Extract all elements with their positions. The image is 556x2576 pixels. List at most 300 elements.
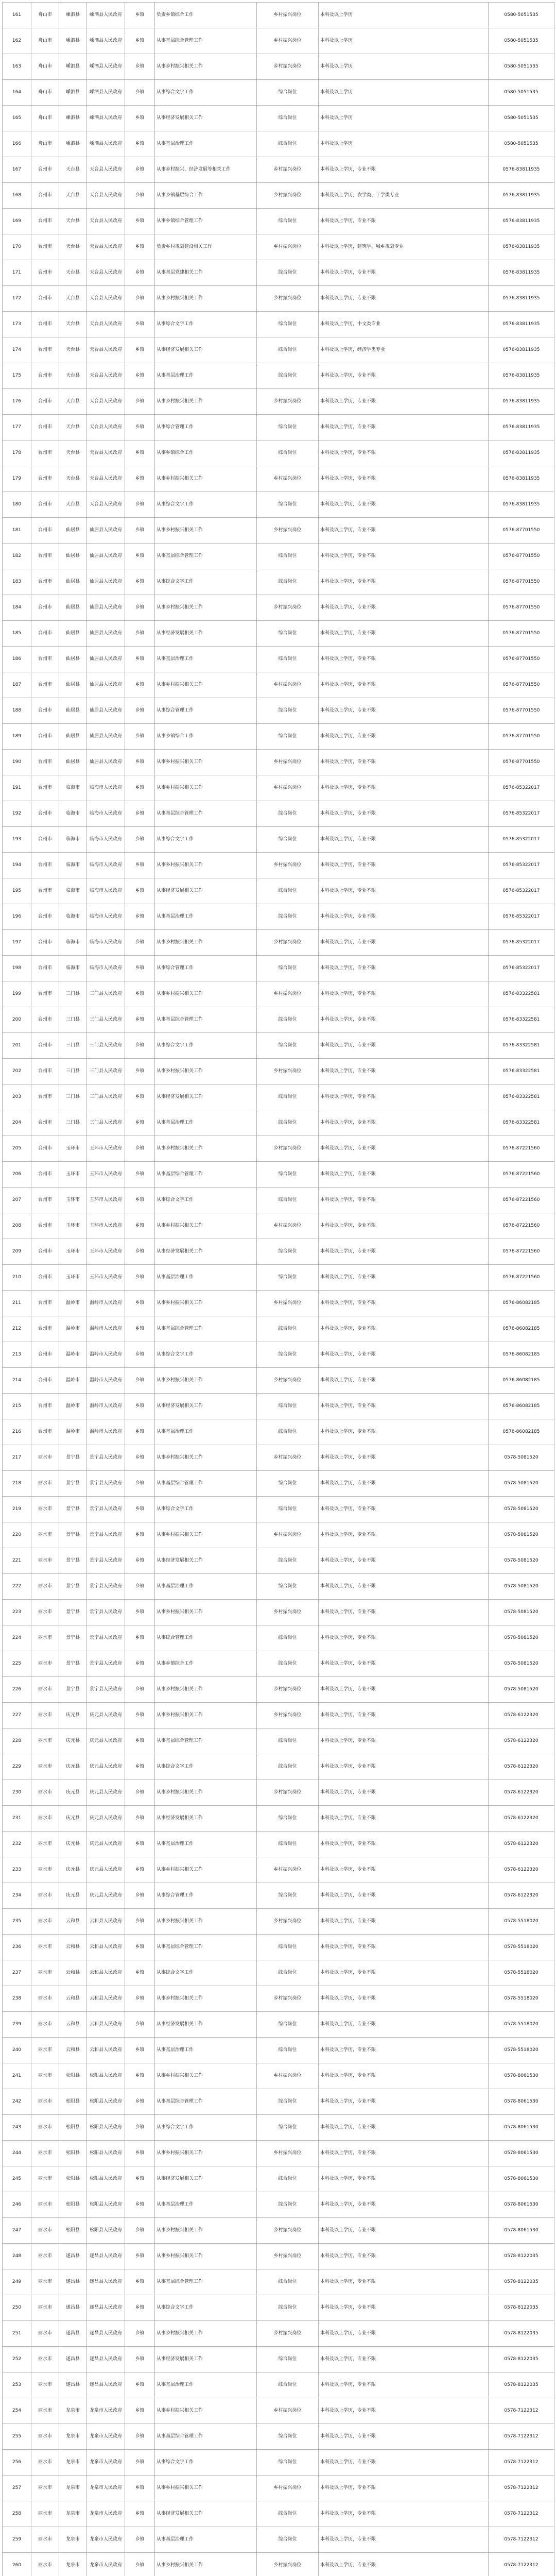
unit-cell: 天台县人民政府 (87, 260, 125, 286)
unit-type-cell: 乡镇 (125, 1909, 155, 1935)
unit-cell: 三门县人民政府 (87, 1033, 125, 1059)
unit-cell: 临海市人民政府 (87, 775, 125, 801)
table-row (3, 1291, 554, 1316)
unit-cell: 遂昌县人民政府 (87, 2372, 125, 2398)
row-number-cell: 194 (3, 853, 31, 878)
post-type-cell: 综合岗位 (257, 1806, 319, 1832)
row-number-cell: 197 (3, 930, 31, 956)
phone-cell: 0578-6122320 (489, 1754, 554, 1780)
unit-type-cell: 乡镇 (125, 2527, 155, 2553)
county-cell: 临海市 (59, 930, 87, 956)
unit-type-cell: 乡镇 (125, 286, 155, 312)
unit-cell: 温岭市人民政府 (87, 1291, 125, 1316)
city-cell: 台州市 (31, 801, 59, 827)
county-cell: 天台县 (59, 312, 87, 337)
post-type-cell: 乡村振兴岗位 (257, 28, 319, 54)
post-type-cell: 综合岗位 (257, 2527, 319, 2553)
table-row (3, 1832, 554, 1857)
phone-cell: 0578-5081520 (489, 1600, 554, 1625)
county-cell: 景宁县 (59, 1651, 87, 1677)
post-type-cell: 乡村振兴岗位 (257, 3, 319, 28)
requirement-cell: 本科及以上学历，专业不限 (319, 1007, 489, 1033)
row-number-cell: 186 (3, 647, 31, 672)
unit-type-cell: 乡镇 (125, 544, 155, 569)
city-cell: 台州市 (31, 363, 59, 389)
unit-type-cell: 乡镇 (125, 2012, 155, 2038)
table-row (3, 544, 554, 569)
table-row (3, 80, 554, 106)
post-type-cell: 乡村振兴岗位 (257, 1857, 319, 1883)
city-cell: 台州市 (31, 1162, 59, 1188)
city-cell: 台州市 (31, 183, 59, 209)
table-row (3, 827, 554, 853)
unit-cell: 遂昌县人民政府 (87, 2321, 125, 2347)
row-number-cell: 214 (3, 1368, 31, 1394)
city-cell: 丽水市 (31, 2424, 59, 2450)
table-row (3, 440, 554, 466)
phone-cell: 0578-5081520 (489, 1522, 554, 1548)
requirement-cell: 本科及以上学历，专业不限 (319, 1342, 489, 1368)
city-cell: 台州市 (31, 286, 59, 312)
county-cell: 玉环市 (59, 1213, 87, 1239)
phone-cell: 0576-83322581 (489, 981, 554, 1007)
phone-cell: 0576-87701550 (489, 595, 554, 621)
duty-cell: 从事乡村振兴相关工作 (155, 930, 257, 956)
city-cell: 台州市 (31, 544, 59, 569)
phone-cell: 0578-8061530 (489, 2218, 554, 2244)
unit-type-cell: 乡镇 (125, 1677, 155, 1703)
phone-cell: 0576-83322581 (489, 1059, 554, 1084)
county-cell: 仙居县 (59, 544, 87, 569)
duty-cell: 从事综合文字工作 (155, 2295, 257, 2321)
unit-type-cell: 乡镇 (125, 1497, 155, 1522)
post-type-cell: 综合岗位 (257, 1883, 319, 1909)
row-number-cell: 259 (3, 2527, 31, 2553)
county-cell: 玉环市 (59, 1265, 87, 1291)
unit-type-cell: 乡镇 (125, 750, 155, 775)
table-row (3, 1162, 554, 1188)
duty-cell: 从事经济发展相关工作 (155, 1239, 257, 1265)
unit-cell: 三门县人民政府 (87, 981, 125, 1007)
city-cell: 舟山市 (31, 54, 59, 80)
post-type-cell: 综合岗位 (257, 2269, 319, 2295)
city-cell: 丽水市 (31, 1625, 59, 1651)
row-number-cell: 255 (3, 2424, 31, 2450)
row-number-cell: 168 (3, 183, 31, 209)
unit-type-cell: 乡镇 (125, 981, 155, 1007)
city-cell: 舟山市 (31, 131, 59, 157)
post-type-cell: 综合岗位 (257, 698, 319, 724)
post-type-cell: 综合岗位 (257, 2089, 319, 2115)
duty-cell: 从事经济发展相关工作 (155, 1548, 257, 1574)
duty-cell: 从事经济发展相关工作 (155, 2012, 257, 2038)
requirement-cell: 本科及以上学历，专业不限 (319, 363, 489, 389)
row-number-cell: 189 (3, 724, 31, 750)
city-cell: 台州市 (31, 492, 59, 518)
table-row (3, 1754, 554, 1780)
table-row (3, 1471, 554, 1497)
duty-cell: 从事基层综合管理工作 (155, 1471, 257, 1497)
phone-cell: 0578-5081520 (489, 1677, 554, 1703)
phone-cell: 0576-85322017 (489, 801, 554, 827)
post-type-cell: 乡村振兴岗位 (257, 1059, 319, 1084)
unit-cell: 遂昌县人民政府 (87, 2269, 125, 2295)
phone-cell: 0576-85322017 (489, 930, 554, 956)
county-cell: 嵊泗县 (59, 54, 87, 80)
city-cell: 台州市 (31, 389, 59, 415)
city-cell: 丽水市 (31, 1522, 59, 1548)
city-cell: 台州市 (31, 209, 59, 234)
row-number-cell: 237 (3, 1960, 31, 1986)
duty-cell: 从事乡村振兴相关工作 (155, 54, 257, 80)
unit-type-cell: 乡镇 (125, 1419, 155, 1445)
unit-cell: 庆元县人民政府 (87, 1703, 125, 1728)
post-type-cell: 综合岗位 (257, 1265, 319, 1291)
city-cell: 台州市 (31, 1110, 59, 1136)
table-row (3, 569, 554, 595)
requirement-cell: 本科及以上学历，专业不限 (319, 415, 489, 440)
post-type-cell: 综合岗位 (257, 337, 319, 363)
requirement-cell: 本科及以上学历，专业不限 (319, 647, 489, 672)
row-number-cell: 201 (3, 1033, 31, 1059)
post-type-cell: 综合岗位 (257, 1394, 319, 1419)
phone-cell: 0576-87221560 (489, 1188, 554, 1213)
post-type-cell: 综合岗位 (257, 2424, 319, 2450)
unit-type-cell: 乡镇 (125, 1265, 155, 1291)
table-row (3, 518, 554, 544)
city-cell: 丽水市 (31, 2089, 59, 2115)
unit-cell: 仙居县人民政府 (87, 724, 125, 750)
table-row (3, 1960, 554, 1986)
requirement-cell: 本科及以上学历，专业不限 (319, 544, 489, 569)
post-type-cell: 乡村振兴岗位 (257, 389, 319, 415)
county-cell: 温岭市 (59, 1316, 87, 1342)
post-type-cell: 乡村振兴岗位 (257, 2553, 319, 2576)
duty-cell: 从事基层治理工作 (155, 1419, 257, 1445)
row-number-cell: 171 (3, 260, 31, 286)
requirement-cell: 本科及以上学历，专业不限 (319, 2012, 489, 2038)
row-number-cell: 204 (3, 1110, 31, 1136)
county-cell: 遂昌县 (59, 2321, 87, 2347)
duty-cell: 从事基层治理工作 (155, 363, 257, 389)
post-type-cell: 乡村振兴岗位 (257, 1780, 319, 1806)
post-type-cell: 乡村振兴岗位 (257, 1136, 319, 1162)
city-cell: 台州市 (31, 1213, 59, 1239)
row-number-cell: 218 (3, 1471, 31, 1497)
row-number-cell: 232 (3, 1832, 31, 1857)
phone-cell: 0578-5518020 (489, 1935, 554, 1960)
duty-cell: 从事基层治理工作 (155, 904, 257, 930)
unit-type-cell: 乡镇 (125, 595, 155, 621)
unit-type-cell: 乡镇 (125, 54, 155, 80)
city-cell: 丽水市 (31, 1857, 59, 1883)
unit-cell: 天台县人民政府 (87, 389, 125, 415)
post-type-cell: 综合岗位 (257, 827, 319, 853)
phone-cell: 0578-7122312 (489, 2527, 554, 2553)
row-number-cell: 175 (3, 363, 31, 389)
duty-cell: 从事基层党建相关工作 (155, 260, 257, 286)
requirement-cell: 本科及以上学历，专业不限 (319, 724, 489, 750)
requirement-cell: 本科及以上学历，专业不限 (319, 440, 489, 466)
row-number-cell: 252 (3, 2347, 31, 2372)
unit-cell: 仙居县人民政府 (87, 672, 125, 698)
phone-cell: 0578-8122035 (489, 2347, 554, 2372)
city-cell: 台州市 (31, 595, 59, 621)
row-number-cell: 184 (3, 595, 31, 621)
requirement-cell: 本科及以上学历，专业不限 (319, 1625, 489, 1651)
county-cell: 天台县 (59, 260, 87, 286)
post-type-cell: 乡村振兴岗位 (257, 1909, 319, 1935)
row-number-cell: 161 (3, 3, 31, 28)
post-type-cell: 乡村振兴岗位 (257, 1213, 319, 1239)
duty-cell: 从事经济发展相关工作 (155, 1084, 257, 1110)
phone-cell: 0578-8122035 (489, 2295, 554, 2321)
county-cell: 龙泉市 (59, 2501, 87, 2527)
unit-type-cell: 乡镇 (125, 157, 155, 183)
requirement-cell: 本科及以上学历，专业不限 (319, 1832, 489, 1857)
table-row (3, 2166, 554, 2192)
requirement-cell: 本科及以上学历，专业不限 (319, 904, 489, 930)
unit-cell: 三门县人民政府 (87, 1007, 125, 1033)
city-cell: 舟山市 (31, 28, 59, 54)
table-row (3, 1883, 554, 1909)
row-number-cell: 162 (3, 28, 31, 54)
county-cell: 天台县 (59, 157, 87, 183)
requirement-cell: 本科及以上学历，专业不限 (319, 2244, 489, 2269)
requirement-cell: 本科及以上学历，专业不限 (319, 1780, 489, 1806)
duty-cell: 从事基层综合管理工作 (155, 1935, 257, 1960)
requirement-cell: 本科及以上学历，中文类专业 (319, 312, 489, 337)
requirement-cell: 本科及以上学历，专业不限 (319, 2269, 489, 2295)
phone-cell: 0578-5081520 (489, 1625, 554, 1651)
county-cell: 温岭市 (59, 1368, 87, 1394)
post-type-cell: 乡村振兴岗位 (257, 672, 319, 698)
requirement-cell: 本科及以上学历，专业不限 (319, 1110, 489, 1136)
requirement-cell: 本科及以上学历，专业不限 (319, 1059, 489, 1084)
county-cell: 遂昌县 (59, 2269, 87, 2295)
phone-cell: 0576-85322017 (489, 878, 554, 904)
city-cell: 丽水市 (31, 2347, 59, 2372)
requirement-cell: 本科及以上学历，专业不限 (319, 2553, 489, 2576)
post-type-cell: 综合岗位 (257, 415, 319, 440)
row-number-cell: 241 (3, 2063, 31, 2089)
phone-cell: 0576-83811935 (489, 209, 554, 234)
phone-cell: 0578-7122312 (489, 2398, 554, 2424)
phone-cell: 0578-8061530 (489, 2192, 554, 2218)
table-row (3, 183, 554, 209)
city-cell: 丽水市 (31, 1960, 59, 1986)
table-row (3, 2398, 554, 2424)
phone-cell: 0576-86082185 (489, 1342, 554, 1368)
unit-cell: 遂昌县人民政府 (87, 2347, 125, 2372)
duty-cell: 从事综合管理工作 (155, 698, 257, 724)
city-cell: 丽水市 (31, 1806, 59, 1832)
county-cell: 遂昌县 (59, 2347, 87, 2372)
city-cell: 台州市 (31, 621, 59, 647)
city-cell: 丽水市 (31, 1883, 59, 1909)
duty-cell: 从事基层治理工作 (155, 2038, 257, 2063)
post-type-cell: 乡村振兴岗位 (257, 2476, 319, 2501)
post-type-cell: 综合岗位 (257, 1110, 319, 1136)
table-row (3, 1342, 554, 1368)
county-cell: 温岭市 (59, 1419, 87, 1445)
county-cell: 庆元县 (59, 1754, 87, 1780)
unit-type-cell: 乡镇 (125, 569, 155, 595)
unit-type-cell: 乡镇 (125, 363, 155, 389)
row-number-cell: 206 (3, 1162, 31, 1188)
county-cell: 仙居县 (59, 595, 87, 621)
unit-cell: 云和县人民政府 (87, 1960, 125, 1986)
county-cell: 仙居县 (59, 724, 87, 750)
phone-cell: 0576-86082185 (489, 1394, 554, 1419)
city-cell: 丽水市 (31, 2295, 59, 2321)
requirement-cell: 本科及以上学历，专业不限 (319, 1600, 489, 1625)
phone-cell: 0578-8122035 (489, 2244, 554, 2269)
county-cell: 松阳县 (59, 2166, 87, 2192)
requirement-cell: 本科及以上学历，专业不限 (319, 1883, 489, 1909)
county-cell: 三门县 (59, 1033, 87, 1059)
row-number-cell: 167 (3, 157, 31, 183)
requirement-cell: 本科及以上学历，专业不限 (319, 1213, 489, 1239)
phone-cell: 0576-83811935 (489, 157, 554, 183)
phone-cell: 0576-83811935 (489, 389, 554, 415)
requirement-cell: 本科及以上学历 (319, 54, 489, 80)
post-type-cell: 综合岗位 (257, 956, 319, 981)
duty-cell: 从事乡镇综合工作 (155, 724, 257, 750)
unit-cell: 仙居县人民政府 (87, 544, 125, 569)
requirement-cell: 本科及以上学历，经济学类专业 (319, 337, 489, 363)
city-cell: 丽水市 (31, 1754, 59, 1780)
unit-type-cell: 乡镇 (125, 1780, 155, 1806)
unit-type-cell: 乡镇 (125, 2295, 155, 2321)
county-cell: 景宁县 (59, 1471, 87, 1497)
unit-cell: 临海市人民政府 (87, 853, 125, 878)
table-row (3, 2244, 554, 2269)
row-number-cell: 220 (3, 1522, 31, 1548)
requirement-cell: 本科及以上学历，专业不限 (319, 621, 489, 647)
requirement-cell: 本科及以上学历，建筑学、城乡规划专业 (319, 234, 489, 260)
duty-cell: 从事基层综合管理工作 (155, 1316, 257, 1342)
county-cell: 玉环市 (59, 1239, 87, 1265)
county-cell: 松阳县 (59, 2141, 87, 2166)
unit-cell: 龙泉市人民政府 (87, 2553, 125, 2576)
post-type-cell: 综合岗位 (257, 209, 319, 234)
unit-type-cell: 乡镇 (125, 1239, 155, 1265)
duty-cell: 从事乡村振兴相关工作 (155, 2141, 257, 2166)
county-cell: 龙泉市 (59, 2398, 87, 2424)
unit-type-cell: 乡镇 (125, 337, 155, 363)
duty-cell: 从事乡村振兴相关工作 (155, 2476, 257, 2501)
city-cell: 丽水市 (31, 2192, 59, 2218)
duty-cell: 从事基层治理工作 (155, 1832, 257, 1857)
table-row (3, 672, 554, 698)
requirement-cell: 本科及以上学历 (319, 28, 489, 54)
duty-cell: 从事综合管理工作 (155, 415, 257, 440)
unit-type-cell: 乡镇 (125, 2424, 155, 2450)
unit-cell: 仙居县人民政府 (87, 621, 125, 647)
city-cell: 丽水市 (31, 2372, 59, 2398)
county-cell: 天台县 (59, 389, 87, 415)
table-row (3, 930, 554, 956)
post-type-cell: 乡村振兴岗位 (257, 2244, 319, 2269)
row-number-cell: 188 (3, 698, 31, 724)
post-type-cell: 综合岗位 (257, 131, 319, 157)
table-row (3, 2269, 554, 2295)
post-type-cell: 综合岗位 (257, 1625, 319, 1651)
county-cell: 临海市 (59, 853, 87, 878)
county-cell: 玉环市 (59, 1162, 87, 1188)
table-row (3, 1059, 554, 1084)
unit-type-cell: 乡镇 (125, 1600, 155, 1625)
city-cell: 丽水市 (31, 1677, 59, 1703)
table-row (3, 2321, 554, 2347)
table-row (3, 878, 554, 904)
phone-cell: 0576-87701550 (489, 518, 554, 544)
requirement-cell: 本科及以上学历，专业不限 (319, 389, 489, 415)
duty-cell: 从事乡村振兴相关工作 (155, 2321, 257, 2347)
duty-cell: 从事乡村振兴相关工作 (155, 1857, 257, 1883)
county-cell: 临海市 (59, 827, 87, 853)
duty-cell: 从事基层综合管理工作 (155, 2089, 257, 2115)
post-type-cell: 乡村振兴岗位 (257, 1522, 319, 1548)
table-row (3, 466, 554, 492)
city-cell: 丽水市 (31, 1909, 59, 1935)
unit-cell: 嵊泗县人民政府 (87, 3, 125, 28)
unit-type-cell: 乡镇 (125, 2347, 155, 2372)
table-row (3, 2038, 554, 2063)
county-cell: 天台县 (59, 234, 87, 260)
phone-cell: 0578-7122312 (489, 2501, 554, 2527)
requirement-cell: 本科及以上学历，专业不限 (319, 2295, 489, 2321)
post-type-cell: 综合岗位 (257, 312, 319, 337)
table-row (3, 1651, 554, 1677)
unit-cell: 遂昌县人民政府 (87, 2244, 125, 2269)
row-number-cell: 253 (3, 2372, 31, 2398)
post-type-cell: 综合岗位 (257, 363, 319, 389)
county-cell: 天台县 (59, 337, 87, 363)
city-cell: 台州市 (31, 827, 59, 853)
row-number-cell: 212 (3, 1316, 31, 1342)
row-number-cell: 208 (3, 1213, 31, 1239)
unit-type-cell: 乡镇 (125, 621, 155, 647)
unit-type-cell: 乡镇 (125, 1522, 155, 1548)
table-row (3, 1316, 554, 1342)
city-cell: 丽水市 (31, 1574, 59, 1600)
county-cell: 天台县 (59, 183, 87, 209)
duty-cell: 从事综合文字工作 (155, 1033, 257, 1059)
duty-cell: 从事乡村振兴相关工作 (155, 1136, 257, 1162)
phone-cell: 0578-5081520 (489, 1445, 554, 1471)
unit-type-cell: 乡镇 (125, 647, 155, 672)
unit-cell: 天台县人民政府 (87, 157, 125, 183)
city-cell: 台州市 (31, 1007, 59, 1033)
phone-cell: 0578-6122320 (489, 1832, 554, 1857)
duty-cell: 从事综合文字工作 (155, 827, 257, 853)
phone-cell: 0576-87701550 (489, 569, 554, 595)
unit-cell: 天台县人民政府 (87, 337, 125, 363)
row-number-cell: 221 (3, 1548, 31, 1574)
unit-cell: 景宁县人民政府 (87, 1574, 125, 1600)
unit-cell: 温岭市人民政府 (87, 1316, 125, 1342)
duty-cell: 从事基层综合管理工作 (155, 1728, 257, 1754)
table-row (3, 775, 554, 801)
requirement-cell: 本科及以上学历，专业不限 (319, 1857, 489, 1883)
duty-cell: 从事经济发展相关工作 (155, 2347, 257, 2372)
unit-cell: 庆元县人民政府 (87, 1780, 125, 1806)
requirement-cell: 本科及以上学历，专业不限 (319, 286, 489, 312)
duty-cell: 从事基层综合管理工作 (155, 1007, 257, 1033)
duty-cell: 从事乡村振兴相关工作 (155, 595, 257, 621)
